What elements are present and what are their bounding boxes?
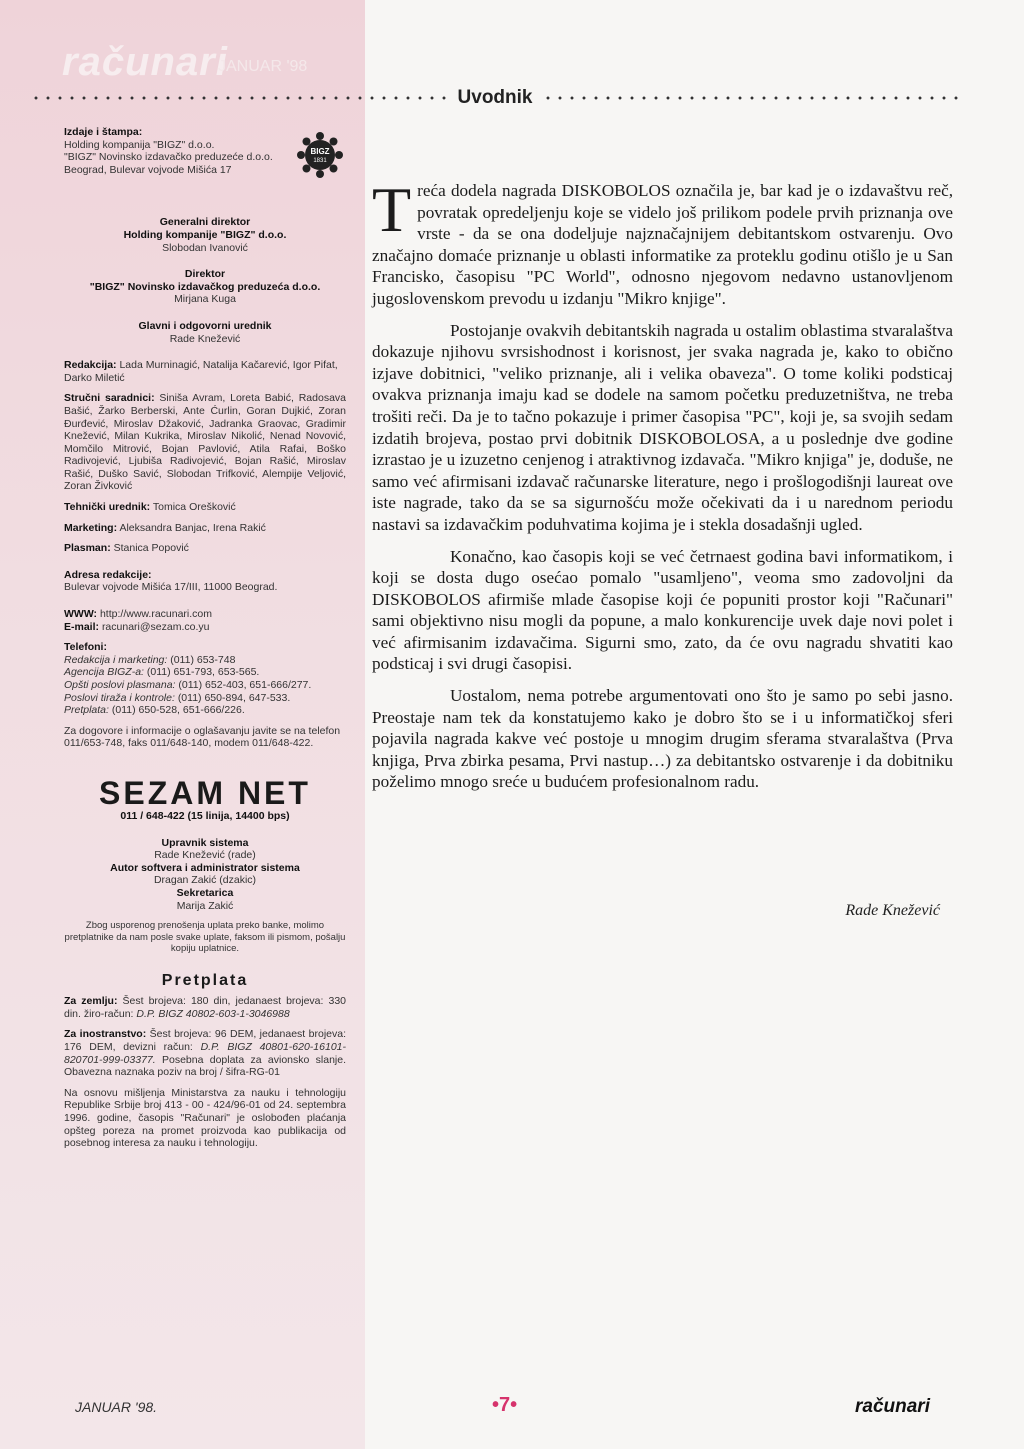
upravnik: Rade Knežević (rade) (154, 849, 256, 862)
article-paragraph: Uostalom, nema potrebe argumentovati ono što je samo po sebi jasno. Preostaje nam tek da konstatujemo kako je dobro što se i u informatičkoj sferi pojavila nagrada kakve već postoje u mnogim drugim sferama stvaralaštva (Prva knjiga, Prva zbirka pesama, Prvi nastup…) za debitantsko ostvarenje i da dobitniku poželimo mnogo sreće u budućem profesionalnom radu. (372, 686, 953, 792)
dotted-rule-left (30, 96, 448, 100)
phone-line: Pretplata: (011) 650-528, 651-666/226. (64, 704, 245, 717)
autor-label: Autor softvera i administrator sistema (110, 861, 300, 874)
phone-line: Agencija BIGZ-a: (011) 651-793, 653-565. (64, 666, 260, 679)
editor-name: Rade Knežević (169, 332, 241, 345)
autor: Dragan Zakić (dzakic) (153, 874, 257, 887)
section-header (30, 86, 960, 110)
email-link[interactable]: racunari@sezam.co.yu (101, 620, 210, 633)
email: E-mail: racunari@sezam.co.yu (64, 620, 210, 633)
director-org: "BIGZ" Novinsko izdavačkog preduzeća d.o.o. (89, 280, 321, 293)
payment-note: Zbog usporenog prenošenja uplata preko banke, molimo pretplatnike da nam posle svake uplate, faksom ili pismom, pošalju kopiju uplatnice. (64, 920, 346, 955)
www-link[interactable]: http://www.racunari.com (99, 608, 213, 621)
masthead (64, 126, 346, 1150)
general-director-label: Generalni direktor (159, 216, 251, 229)
publisher-label: Izdaje i štampa: (64, 126, 143, 138)
footer-date: JANUAR '98. (75, 1399, 158, 1415)
drop-cap: T (372, 174, 412, 245)
page-number: •7• (492, 1394, 518, 1416)
article-paragraph: Konačno, kao časopis koji se već četrnaest godina bavi informatikom, i koji se dosta dugo osećao pomalo "usamljeno", veoma smo zadovoljni da DISKOBOLOS afirmiše mlade časopise koji će popuniti prostor koji "Računari" sami objektivno nisu mogli da popune, a malo konkurencije uvek daje novi polet i već afirmisanim izdavačima. Sigurni smo, zato, da će ovu nagradu shvatiti kao podsticaj i svi drugi časopisi. (372, 546, 953, 674)
general-director-org: Holding kompanije "BIGZ" d.o.o. (123, 228, 287, 241)
publisher-line: "BIGZ" Novinsko izdavačko preduzeće d.o.o. (64, 151, 273, 164)
director-label: Direktor (184, 268, 226, 281)
logo-text-1: BIGZ (310, 147, 330, 156)
pretplata-zemlju: Za zemlju: Šest brojeva: 180 din, jedanaest brojeva: 330 din. žiro-račun: D.P. BIGZ 40802-603-1-3046988 (64, 995, 346, 1020)
sezam-title: SEZAM NET (99, 774, 311, 811)
adresa-label: Adresa redakcije: (64, 568, 152, 581)
upravnik-label: Upravnik sistema (161, 836, 249, 849)
footer-magazine-name: računari (855, 1396, 930, 1417)
adresa: Bulevar vojvode Mišića 17/III, 11000 Beograd. (64, 581, 278, 594)
logo-text-2: 1831 (313, 158, 327, 164)
phone-line: Redakcija i marketing: (011) 653-748 (64, 653, 236, 666)
pretplata-inostranstvo: Za inostranstvo: Šest brojeva: 96 DEM, jedanaest brojeva: 176 DEM, devizni račun: D.P. BIGZ 40801-620-16101-820701-999-03377. Posebna doplata za avionsko slanje. Obavezna naznaka poziv na broj / šifra-RG-01 (64, 1028, 346, 1079)
www: WWW: http://www.racunari.com (64, 608, 213, 621)
marketing: Marketing: Aleksandra Banjac, Irena Rakić (64, 521, 266, 534)
sekretarica-label: Sekretarica (176, 886, 234, 899)
plasman: Plasman: Stanica Popović (64, 542, 189, 555)
ministry-note: Na osnovu mišljenja Ministarstva za nauku i tehnologiju Republike Srbije broj 413 - 00 - 424/96-01 od 24. septembra 1996. godine, časopis "Računari" je oslobođen plaćanja opšteg poreza na promet proizvoda kao publikacija od posebnog interesa za nauku i tehnologiju. (64, 1086, 346, 1150)
telefoni-label: Telefoni: (64, 641, 107, 654)
phone-line: Poslovi tiraža i kontrole: (011) 650-894, 647-533. (64, 691, 291, 704)
article-paragraph: Postojanje ovakvih debitantskih nagrada u ostalim oblastima stvaralaštva dokazuje njihovu svrsishodnost i korisnost, jer svaka nagrada je, kako to obično izjave dobitnici, "veliko priznanje, ali i velika obaveza". O tome koliki podsticaj ovakva priznanja imaju kad se dodele na samom početku preduzetništva, ne treba trošiti reči. Da je to tačno pokazuje i primer časopisa "PC", koji je, sa svojih sedam izdatih brojeva, postao prvi dobitnik DISKOBOLOSA, a u poslednje dve godine izrastao je u izuzetno cenjenog i atraktivnog izdavača. "Mikro knjiga" je, doduše, ne samo već afirmisani izdavač računarske literature, nego i prošlogodišnji laureat ove iste nagrade, tako da se sa sigurnošću može očekivati da i u narednom periodu nastavi sa izdavačkim poduhvatima kojima je i stekla dosadašnji ugled. (372, 320, 953, 534)
sekretarica: Marija Zakić (176, 899, 234, 912)
editorial-article (372, 174, 953, 803)
editor-label: Glavni i odgovorni urednik (138, 319, 272, 332)
article-paragraph: Treća dodela nagrada DISKOBOLOS označila je, bar kad je o izdavaštvu reč, povratak opredeljenju koje se videlo još prilikom podele prvih priznanja ove vrste - da se ona dodeljuje najznačajnijem debitantskom ostvarenju. Ovo značajno domaće priznanje u oblasti informatike za proteklu godinu otišlo je u San Francisko, časopisu "PC World", odnosno njegovom nedavno ustanovljenom jugoslovenskom prevodu u izdanju "Mikro knjige". (372, 174, 953, 308)
month-watermark: JANUAR '98 (218, 58, 308, 75)
dotted-rule-right (542, 96, 960, 100)
general-director-name: Slobodan Ivanović (162, 241, 248, 254)
saradnici: Stručni saradnici: Siniša Avram, Loreta Babić, Radosava Bašić, Žarko Berberski, Ante Ćurlin, Goran Dujkić, Zoran Đurđević, Miroslav Džaković, Jadranka Graovac, Gradimir Knežević, Milan Kukrika, Miroslav Nikolić, Nenad Novović, Momčilo Mitrović, Bojan Pavlović, Atila Rafai, Boško Radivojević, Ljubiša Radivojević, Bojan Rašić, Miroslav Rašić, Duško Savić, Slobodan Trifković, Alempije Veljović, Zoran Živković (64, 392, 346, 493)
advertising-info: Za dogovore i informacije o oglašavanju javite se na telefon 011/653-748, faks 011/648-140, modem 011/648-422. (64, 724, 341, 750)
publisher-line: Holding kompanija "BIGZ" d.o.o. (64, 138, 215, 151)
magazine-watermark: računari (62, 40, 228, 84)
tehnicki-urednik: Tehnički urednik: Tomica Orešković (64, 501, 236, 514)
phone-line: Opšti poslovi plasmana: (011) 652-403, 651-666/277. (64, 679, 312, 691)
redakcija: Redakcija: Lada Murninagić, Natalija Kačarević, Igor Pifat, Darko Miletić (64, 359, 338, 384)
publisher-line: Beograd, Bulevar vojvode Mišića 17 (64, 163, 232, 176)
sezam-phone: 011 / 648-422 (15 linija, 14400 bps) (120, 809, 290, 822)
author-signature: Rade Knežević (845, 902, 940, 919)
section-title: Uvodnik (457, 87, 533, 108)
pretplata-title: Pretplata (161, 971, 249, 989)
director-name: Mirjana Kuga (174, 293, 236, 306)
